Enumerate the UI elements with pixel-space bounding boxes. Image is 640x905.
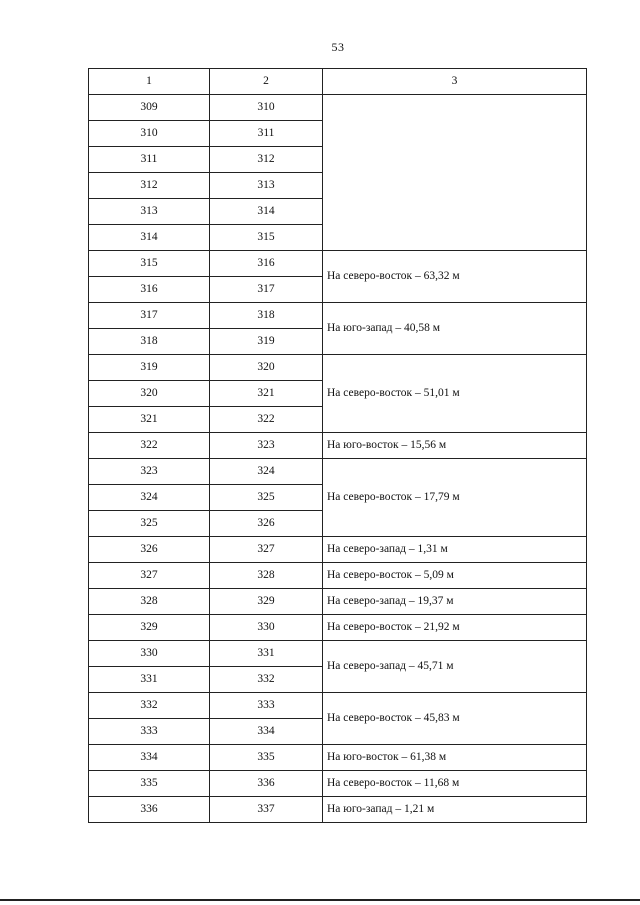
- point-to-cell: 328: [210, 563, 323, 589]
- table-row: [89, 615, 587, 641]
- point-from-cell: 321: [89, 407, 210, 433]
- point-to-cell: 335: [210, 745, 323, 771]
- point-to-cell: 329: [210, 589, 323, 615]
- table-header-row: [89, 69, 587, 95]
- table-body: [89, 69, 587, 823]
- point-from-cell: 323: [89, 459, 210, 485]
- point-from-cell: 329: [89, 615, 210, 641]
- point-from-cell: 322: [89, 433, 210, 459]
- direction-distance-cell: На северо-восток – 45,83 м: [323, 693, 587, 745]
- direction-distance-cell: На северо-запад – 45,71 м: [323, 641, 587, 693]
- table-row: [89, 459, 587, 485]
- point-to-cell: 331: [210, 641, 323, 667]
- table-row: [89, 693, 587, 719]
- point-to-cell: 326: [210, 511, 323, 537]
- point-from-cell: 309: [89, 95, 210, 121]
- direction-distance-cell: [323, 95, 587, 251]
- direction-distance-cell: На юго-запад – 40,58 м: [323, 303, 587, 355]
- point-to-cell: 336: [210, 771, 323, 797]
- table-row: [89, 563, 587, 589]
- direction-distance-cell: На юго-запад – 1,21 м: [323, 797, 587, 823]
- direction-distance-cell: На северо-восток – 21,92 м: [323, 615, 587, 641]
- header-cell-2: 2: [210, 69, 323, 95]
- table-row: [89, 771, 587, 797]
- point-to-cell: 333: [210, 693, 323, 719]
- point-from-cell: 317: [89, 303, 210, 329]
- point-from-cell: 316: [89, 277, 210, 303]
- table-row: [89, 641, 587, 667]
- direction-distance-cell: На северо-восток – 17,79 м: [323, 459, 587, 537]
- point-to-cell: 332: [210, 667, 323, 693]
- point-from-cell: 328: [89, 589, 210, 615]
- point-from-cell: 315: [89, 251, 210, 277]
- point-from-cell: 313: [89, 199, 210, 225]
- table-row: [89, 745, 587, 771]
- point-to-cell: 317: [210, 277, 323, 303]
- point-to-cell: 324: [210, 459, 323, 485]
- point-to-cell: 320: [210, 355, 323, 381]
- coordinates-table: [88, 68, 587, 823]
- direction-distance-cell: На юго-восток – 61,38 м: [323, 745, 587, 771]
- header-cell-3: 3: [323, 69, 587, 95]
- point-from-cell: 310: [89, 121, 210, 147]
- point-from-cell: 332: [89, 693, 210, 719]
- point-to-cell: 314: [210, 199, 323, 225]
- point-to-cell: 337: [210, 797, 323, 823]
- point-to-cell: 315: [210, 225, 323, 251]
- point-from-cell: 326: [89, 537, 210, 563]
- point-from-cell: 325: [89, 511, 210, 537]
- point-to-cell: 327: [210, 537, 323, 563]
- point-from-cell: 320: [89, 381, 210, 407]
- point-from-cell: 333: [89, 719, 210, 745]
- point-to-cell: 310: [210, 95, 323, 121]
- point-from-cell: 324: [89, 485, 210, 511]
- point-to-cell: 334: [210, 719, 323, 745]
- point-to-cell: 312: [210, 147, 323, 173]
- table-row: [89, 433, 587, 459]
- direction-distance-cell: На северо-запад – 19,37 м: [323, 589, 587, 615]
- point-from-cell: 314: [89, 225, 210, 251]
- bottom-border-line: [0, 899, 640, 901]
- point-to-cell: 319: [210, 329, 323, 355]
- direction-distance-cell: На северо-восток – 5,09 м: [323, 563, 587, 589]
- table-row: [89, 355, 587, 381]
- table-row: [89, 537, 587, 563]
- direction-distance-cell: На северо-запад – 1,31 м: [323, 537, 587, 563]
- point-from-cell: 331: [89, 667, 210, 693]
- point-to-cell: 318: [210, 303, 323, 329]
- table-row: [89, 589, 587, 615]
- point-from-cell: 335: [89, 771, 210, 797]
- direction-distance-cell: На северо-восток – 11,68 м: [323, 771, 587, 797]
- table-row: [89, 251, 587, 277]
- point-to-cell: 321: [210, 381, 323, 407]
- header-cell-1: 1: [89, 69, 210, 95]
- point-to-cell: 313: [210, 173, 323, 199]
- point-to-cell: 323: [210, 433, 323, 459]
- point-to-cell: 325: [210, 485, 323, 511]
- table-row: [89, 303, 587, 329]
- point-from-cell: 311: [89, 147, 210, 173]
- point-from-cell: 312: [89, 173, 210, 199]
- table-row: [89, 95, 587, 121]
- direction-distance-cell: На северо-восток – 63,32 м: [323, 251, 587, 303]
- point-from-cell: 336: [89, 797, 210, 823]
- direction-distance-cell: На юго-восток – 15,56 м: [323, 433, 587, 459]
- page-number: 53: [331, 40, 345, 54]
- direction-distance-cell: На северо-восток – 51,01 м: [323, 355, 587, 433]
- point-to-cell: 322: [210, 407, 323, 433]
- point-from-cell: 318: [89, 329, 210, 355]
- point-to-cell: 311: [210, 121, 323, 147]
- point-to-cell: 316: [210, 251, 323, 277]
- point-from-cell: 330: [89, 641, 210, 667]
- point-to-cell: 330: [210, 615, 323, 641]
- point-from-cell: 334: [89, 745, 210, 771]
- point-from-cell: 327: [89, 563, 210, 589]
- table-row: [89, 797, 587, 823]
- point-from-cell: 319: [89, 355, 210, 381]
